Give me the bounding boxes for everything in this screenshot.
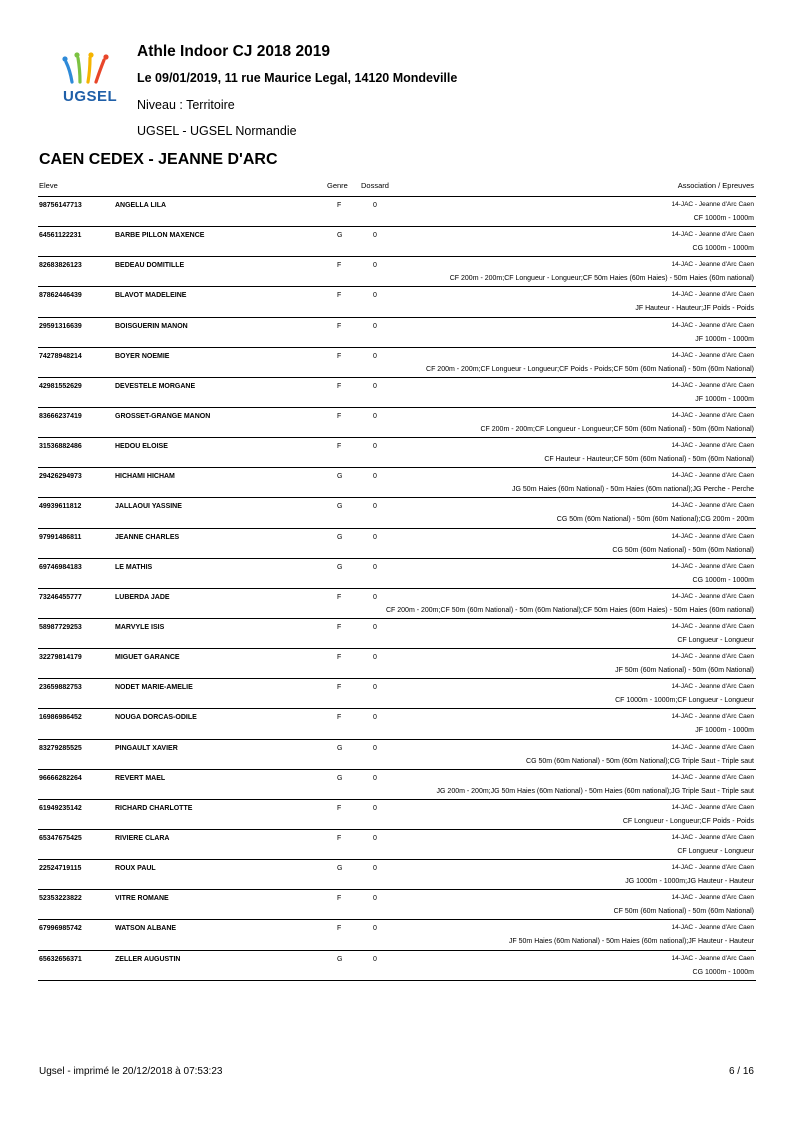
student-name: HEDOU ELOISE <box>115 443 168 451</box>
events-cell: CF Hauteur - Hauteur;CF 50m (60m National) - 50m (60m National) <box>544 456 754 464</box>
table-row <box>38 287 756 317</box>
events-cell: JG 1000m - 1000m;JG Hauteur - Hauteur <box>625 878 754 886</box>
event-level: Niveau : Territoire <box>137 98 235 112</box>
dossard-cell: 0 <box>373 202 377 209</box>
event-organization: UGSEL - UGSEL Normandie <box>137 124 297 138</box>
table-row <box>38 227 756 257</box>
table-body <box>38 197 756 981</box>
table-row <box>38 257 756 287</box>
student-name: BEDEAU DOMITILLE <box>115 262 185 270</box>
student-id: 32279814179 <box>39 654 82 662</box>
events-cell: CG 50m (60m National) - 50m (60m National);CG Triple Saut - Triple saut <box>526 757 754 765</box>
student-name: BOYER NOEMIE <box>115 352 170 360</box>
association-cell: 14-JAC - Jeanne d'Arc Caen <box>671 592 754 600</box>
dossard-cell: 0 <box>373 774 377 782</box>
table-header <box>38 176 756 197</box>
student-name: JEANNE CHARLES <box>115 533 180 541</box>
genre-cell: F <box>337 352 342 360</box>
events-cell: CF 200m - 200m;CF 50m (60m National) - 50m (60m National);CF 50m Haies (60m Haies) - 50m Haies (60m national) <box>385 606 754 614</box>
dossard-cell: 0 <box>373 232 377 240</box>
student-id: 69746984183 <box>39 563 82 571</box>
student-name: BARBE PILLON MAXENCE <box>115 232 205 240</box>
association-cell: 14-JAC - Jeanne d'Arc Caen <box>671 894 754 902</box>
genre-cell: F <box>337 623 342 631</box>
dossard-cell: 0 <box>373 865 377 873</box>
student-id: 52353223822 <box>39 895 82 903</box>
print-info: Ugsel - imprimé le 20/12/2018 à 07:53:23 <box>39 1066 223 1077</box>
table-row <box>38 529 756 559</box>
events-cell: CF Longueur - Longueur <box>677 847 754 855</box>
student-id: 65347675425 <box>39 834 82 842</box>
events-cell: CG 1000m - 1000m <box>692 968 754 976</box>
events-cell: CF Longueur - Longueur <box>677 636 754 644</box>
events-cell: JF Hauteur - Hauteur;JF Poids - Poids <box>635 305 754 313</box>
student-id: 65632656371 <box>39 955 82 963</box>
association-cell: 14-JAC - Jeanne d'Arc Caen <box>671 924 754 932</box>
dossard-cell: 0 <box>373 955 377 963</box>
dossard-cell: 0 <box>373 834 377 842</box>
student-name: ZELLER AUGUSTIN <box>115 955 181 963</box>
table-row <box>38 438 756 468</box>
student-name: GROSSET-GRANGE MANON <box>115 412 211 420</box>
genre-cell: G <box>337 865 343 873</box>
school-heading: CAEN CEDEX - JEANNE D'ARC <box>39 151 278 168</box>
genre-cell: F <box>337 292 342 300</box>
association-cell: 14-JAC - Jeanne d'Arc Caen <box>671 201 754 208</box>
logo-figures-icon <box>60 52 130 88</box>
table-row <box>38 619 756 649</box>
student-id: 97991486811 <box>39 533 82 541</box>
event-title: Athle Indoor CJ 2018 2019 <box>137 43 330 60</box>
genre-cell: G <box>337 955 343 963</box>
table-row <box>38 740 756 770</box>
association-cell: 14-JAC - Jeanne d'Arc Caen <box>671 833 754 841</box>
events-cell: JG 200m - 200m;JG 50m Haies (60m National) - 50m Haies (60m national);JG Triple Saut - Triple saut <box>436 787 754 795</box>
association-cell: 14-JAC - Jeanne d'Arc Caen <box>671 261 754 269</box>
dossard-cell: 0 <box>373 473 377 481</box>
association-cell: 14-JAC - Jeanne d'Arc Caen <box>671 622 754 630</box>
ugsel-logo <box>60 52 130 108</box>
table-row <box>38 920 756 950</box>
events-cell: JG 50m Haies (60m National) - 50m Haies (60m national);JG Perche - Perche <box>512 486 754 494</box>
association-cell: 14-JAC - Jeanne d'Arc Caen <box>671 653 754 661</box>
student-id: 61949235142 <box>39 804 82 812</box>
genre-cell: F <box>337 804 342 812</box>
association-cell: 14-JAC - Jeanne d'Arc Caen <box>671 864 754 872</box>
dossard-cell: 0 <box>373 533 377 541</box>
col-association: Association / Epreuves <box>677 181 754 190</box>
table-row <box>38 498 756 528</box>
association-cell: 14-JAC - Jeanne d'Arc Caen <box>671 472 754 480</box>
dossard-cell: 0 <box>373 684 377 692</box>
table-row <box>38 649 756 679</box>
events-cell: CG 50m (60m National) - 50m (60m National);CG 200m - 200m <box>556 516 754 524</box>
table-row <box>38 679 756 709</box>
events-cell: JF 1000m - 1000m <box>695 395 754 403</box>
student-name: WATSON ALBANE <box>115 925 177 933</box>
association-cell: 14-JAC - Jeanne d'Arc Caen <box>671 713 754 721</box>
events-cell: CF 200m - 200m;CF Longueur - Longueur;CF 50m Haies (60m Haies) - 50m Haies (60m national) <box>449 275 754 283</box>
dossard-cell: 0 <box>373 654 377 662</box>
student-name: RIVIERE CLARA <box>115 834 170 842</box>
student-id: 42981552629 <box>39 382 82 390</box>
genre-cell: F <box>337 593 342 601</box>
table-row <box>38 800 756 830</box>
student-name: NOUGA DORCAS-ODILE <box>115 714 197 722</box>
dossard-cell: 0 <box>373 623 377 631</box>
student-id: 83279285525 <box>39 744 82 752</box>
genre-cell: G <box>337 774 343 782</box>
association-cell: 14-JAC - Jeanne d'Arc Caen <box>671 411 754 419</box>
genre-cell: F <box>337 382 342 390</box>
events-cell: CF 50m (60m National) - 50m (60m National) <box>613 908 754 916</box>
table-row <box>38 197 756 227</box>
association-cell: 14-JAC - Jeanne d'Arc Caen <box>671 351 754 359</box>
genre-cell: G <box>337 744 343 752</box>
page-number: 6 / 16 <box>728 1066 754 1077</box>
student-id: 31536882486 <box>39 443 82 451</box>
student-name: NODET MARIE-AMELIE <box>115 684 193 692</box>
student-name: ROUX PAUL <box>115 865 156 873</box>
genre-cell: F <box>337 443 342 451</box>
student-id: 98756147713 <box>39 202 82 209</box>
dossard-cell: 0 <box>373 412 377 420</box>
events-cell: JF 1000m - 1000m <box>695 727 754 735</box>
student-name: DEVESTELE MORGANE <box>115 382 196 390</box>
student-id: 58987729253 <box>39 623 82 631</box>
dossard-cell: 0 <box>373 804 377 812</box>
association-cell: 14-JAC - Jeanne d'Arc Caen <box>671 502 754 510</box>
association-cell: 14-JAC - Jeanne d'Arc Caen <box>671 321 754 329</box>
genre-cell: G <box>337 503 343 511</box>
genre-cell: F <box>337 895 342 903</box>
genre-cell: F <box>337 925 342 933</box>
student-id: 64561122231 <box>39 232 82 240</box>
genre-cell: G <box>337 533 343 541</box>
student-id: 67996985742 <box>39 925 82 933</box>
association-cell: 14-JAC - Jeanne d'Arc Caen <box>671 562 754 570</box>
event-location: Le 09/01/2019, 11 rue Maurice Legal, 14120 Mondeville <box>137 71 458 85</box>
table-row <box>38 589 756 619</box>
genre-cell: F <box>337 202 342 209</box>
association-cell: 14-JAC - Jeanne d'Arc Caen <box>671 231 754 239</box>
table-row <box>38 348 756 378</box>
events-cell: JF 50m (60m National) - 50m (60m National) <box>615 667 754 675</box>
student-name: HICHAMI HICHAM <box>115 473 175 481</box>
genre-cell: F <box>337 412 342 420</box>
dossard-cell: 0 <box>373 443 377 451</box>
table-row <box>38 318 756 348</box>
events-cell: CG 50m (60m National) - 50m (60m National) <box>612 546 754 554</box>
student-name: VITRE ROMANE <box>115 895 169 903</box>
genre-cell: G <box>337 473 343 481</box>
table-row <box>38 408 756 438</box>
dossard-cell: 0 <box>373 895 377 903</box>
dossard-cell: 0 <box>373 262 377 270</box>
events-cell: CF 200m - 200m;CF Longueur - Longueur;CF 50m (60m National) - 50m (60m National) <box>480 425 754 433</box>
genre-cell: F <box>337 834 342 842</box>
col-eleve: Eleve <box>39 181 58 190</box>
student-id: 23659882753 <box>39 684 82 692</box>
events-cell: CF 1000m - 1000m;CF Longueur - Longueur <box>615 697 754 705</box>
dossard-cell: 0 <box>373 292 377 300</box>
association-cell: 14-JAC - Jeanne d'Arc Caen <box>671 291 754 299</box>
student-name: LE MATHIS <box>115 563 153 571</box>
student-id: 49939611812 <box>39 503 82 511</box>
table-row <box>38 890 756 920</box>
events-cell: CF Longueur - Longueur;CF Poids - Poids <box>622 817 754 825</box>
student-id: 29591316639 <box>39 322 82 330</box>
student-name: MIGUET GARANCE <box>115 654 180 662</box>
genre-cell: F <box>337 684 342 692</box>
dossard-cell: 0 <box>373 563 377 571</box>
association-cell: 14-JAC - Jeanne d'Arc Caen <box>671 381 754 389</box>
events-cell: CF 200m - 200m;CF Longueur - Longueur;CF Poids - Poids;CF 50m (60m National) - 50m (60m National) <box>426 365 754 373</box>
col-dossard: Dossard <box>361 181 389 190</box>
dossard-cell: 0 <box>373 744 377 752</box>
genre-cell: G <box>337 563 343 571</box>
student-id: 83666237419 <box>39 412 82 420</box>
table-row <box>38 951 756 981</box>
student-id: 29426294973 <box>39 473 82 481</box>
events-cell: CF 1000m - 1000m <box>693 215 754 222</box>
table-row <box>38 830 756 860</box>
student-name: BOISGUERIN MANON <box>115 322 188 330</box>
events-cell: CG 1000m - 1000m <box>692 245 754 253</box>
student-name: REVERT MAEL <box>115 774 166 782</box>
events-cell: JF 1000m - 1000m <box>695 335 754 343</box>
dossard-cell: 0 <box>373 925 377 933</box>
student-name: ANGELLA LILA <box>115 202 167 209</box>
student-id: 96666282264 <box>39 774 82 782</box>
student-name: JALLAOUI YASSINE <box>115 503 182 511</box>
student-name: LUBERDA JADE <box>115 593 170 601</box>
table-row <box>38 770 756 800</box>
association-cell: 14-JAC - Jeanne d'Arc Caen <box>671 743 754 751</box>
dossard-cell: 0 <box>373 352 377 360</box>
table-row <box>38 860 756 890</box>
association-cell: 14-JAC - Jeanne d'Arc Caen <box>671 683 754 691</box>
logo-text: UGSEL <box>63 88 118 105</box>
student-id: 74278948214 <box>39 352 82 360</box>
dossard-cell: 0 <box>373 503 377 511</box>
student-id: 82683826123 <box>39 262 82 270</box>
dossard-cell: 0 <box>373 593 377 601</box>
genre-cell: F <box>337 262 342 270</box>
student-name: PINGAULT XAVIER <box>115 744 178 752</box>
association-cell: 14-JAC - Jeanne d'Arc Caen <box>671 532 754 540</box>
student-id: 22524719115 <box>39 865 82 873</box>
association-cell: 14-JAC - Jeanne d'Arc Caen <box>671 803 754 811</box>
table-row <box>38 468 756 498</box>
association-cell: 14-JAC - Jeanne d'Arc Caen <box>671 773 754 781</box>
table-row <box>38 709 756 739</box>
events-cell: JF 50m Haies (60m National) - 50m Haies (60m national);JF Hauteur - Hauteur <box>508 938 754 946</box>
table-row <box>38 559 756 589</box>
dossard-cell: 0 <box>373 322 377 330</box>
student-name: BLAVOT MADELEINE <box>115 292 187 300</box>
dossard-cell: 0 <box>373 382 377 390</box>
association-cell: 14-JAC - Jeanne d'Arc Caen <box>671 442 754 450</box>
student-name: MARVYLE ISIS <box>115 623 165 631</box>
dossard-cell: 0 <box>373 714 377 722</box>
genre-cell: F <box>337 714 342 722</box>
events-cell: CG 1000m - 1000m <box>692 576 754 584</box>
association-cell: 14-JAC - Jeanne d'Arc Caen <box>671 954 754 962</box>
student-name: RICHARD CHARLOTTE <box>115 804 193 812</box>
entries-table <box>38 176 756 981</box>
genre-cell: F <box>337 654 342 662</box>
student-id: 87862446439 <box>39 292 82 300</box>
table-row <box>38 378 756 408</box>
col-genre: Genre <box>327 181 348 190</box>
student-id: 16986986452 <box>39 714 82 722</box>
genre-cell: F <box>337 322 342 330</box>
genre-cell: G <box>337 232 343 240</box>
student-id: 73246455777 <box>39 593 82 601</box>
